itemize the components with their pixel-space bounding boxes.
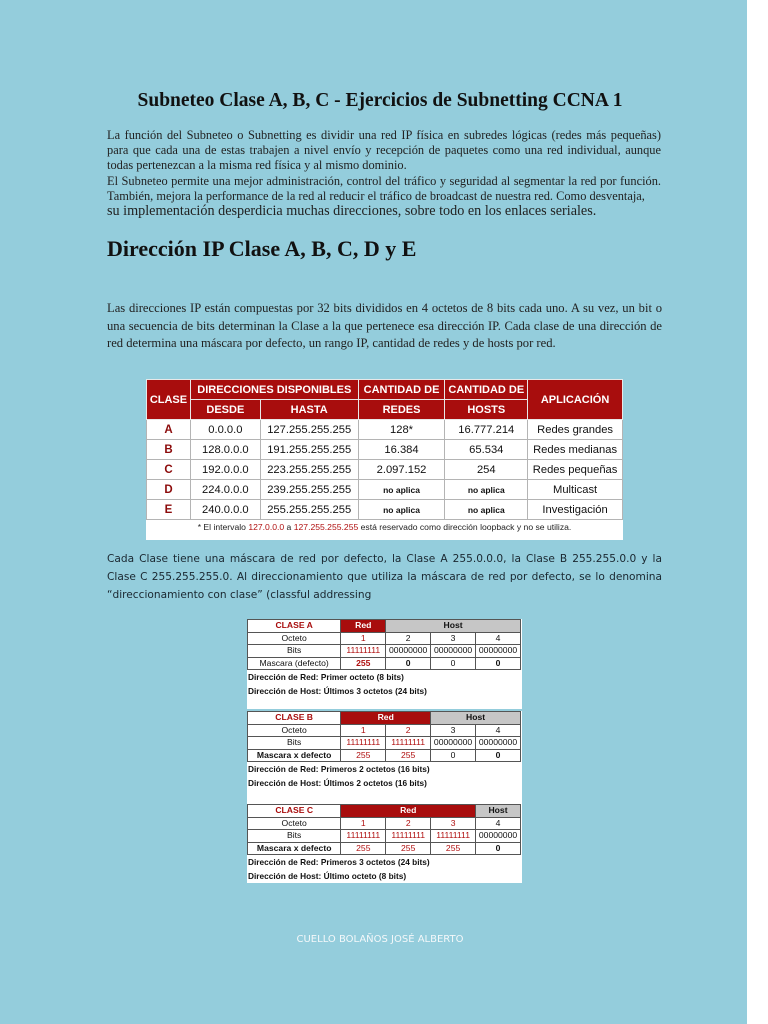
host-header: Host: [431, 712, 521, 725]
cell-redes: 16.384: [358, 440, 445, 460]
footnote-post: está reservado como dirección loopback y no se utiliza.: [358, 522, 572, 532]
table-row: [248, 737, 521, 750]
octeto-3: 3: [431, 724, 476, 737]
octeto-1: 1: [341, 817, 386, 830]
class-label: CLASE B: [248, 712, 341, 725]
header-direcciones: DIRECCIONES DISPONIBLES: [190, 380, 358, 400]
table-row: [147, 440, 623, 460]
mask-1: 255: [341, 657, 386, 670]
cell-desde: 128.0.0.0: [190, 440, 260, 460]
cell-clase: D: [147, 480, 191, 500]
red-header: Red: [341, 805, 476, 818]
table-row: [248, 724, 521, 737]
footnote-pre: * El intervalo: [197, 522, 249, 532]
intro-paragraph: [107, 128, 661, 219]
bits-3: 11111111: [431, 830, 476, 843]
mask-3: 0: [431, 749, 476, 762]
cell-aplicacion: Redes pequeñas: [528, 460, 623, 480]
mask-2: 0: [386, 657, 431, 670]
cell-aplicacion: Redes grandes: [528, 420, 623, 440]
bits-4: 00000000: [476, 737, 521, 750]
note-host-class-a: Dirección de Host: Últimos 3 octetos (24 bits): [248, 686, 427, 696]
red-header: Red: [341, 712, 431, 725]
octeto-label: Octeto: [248, 817, 341, 830]
cell-desde: 192.0.0.0: [190, 460, 260, 480]
mask-2: 255: [386, 842, 431, 855]
table-row: [248, 749, 521, 762]
cell-aplicacion: Multicast: [528, 480, 623, 500]
cell-aplicacion: Redes medianas: [528, 440, 623, 460]
bits-2: 00000000: [386, 645, 431, 658]
header-aplicacion: APLICACIÓN: [528, 380, 623, 420]
cell-desde: 0.0.0.0: [190, 420, 260, 440]
header-clase: CLASE: [147, 380, 191, 420]
bits-label: Bits: [248, 645, 341, 658]
cell-aplicacion: Investigación: [528, 500, 623, 520]
cell-redes: 2.097.152: [358, 460, 445, 480]
cell-hasta: 127.255.255.255: [260, 420, 358, 440]
header-hosts: HOSTS: [445, 400, 528, 420]
mask-4: 0: [476, 842, 521, 855]
octeto-4: 4: [476, 632, 521, 645]
octeto-4: 4: [476, 724, 521, 737]
table-row: [248, 805, 521, 818]
note-red-class-a: Dirección de Red: Primer octeto (8 bits): [248, 672, 404, 682]
mask-3: 255: [431, 842, 476, 855]
section-paragraph: Las direcciones IP están compuestas por 32 bits divididos en 4 octetos de 8 bits cada uno. A su vez, un bit o una secuencia de bits determinan la Clase a la que pertenece esa dirección IP. Cada clase de una dirección de red determina una máscara por defecto, un rango IP, cantidad de redes y de hosts por red.: [107, 301, 662, 350]
cell-clase: A: [147, 420, 191, 440]
cell-hosts: 254: [445, 460, 528, 480]
table-row: [248, 830, 521, 843]
ip-table-header-row-1: [147, 380, 623, 400]
footnote-mid: a: [284, 522, 294, 532]
mask-1: 255: [341, 842, 386, 855]
ip-table-footnote: [146, 520, 623, 532]
mask-table-class-a: [247, 619, 522, 709]
cell-hosts: no aplica: [445, 480, 528, 500]
cell-hasta: 191.255.255.255: [260, 440, 358, 460]
mascara-label: Mascara x defecto: [248, 842, 341, 855]
note-red-class-c: Dirección de Red: Primeros 3 octetos (24 bits): [248, 857, 430, 867]
cell-clase: B: [147, 440, 191, 460]
section-heading: Dirección IP Clase A, B, C, D y E: [107, 236, 417, 261]
intro-text-3: su implementación desperdicia muchas direcciones, sobre todo en los enlaces seriales.: [107, 203, 597, 220]
note-host-class-b: Dirección de Host: Últimos 2 octetos (16 bits): [248, 778, 427, 788]
octeto-3: 3: [431, 632, 476, 645]
footnote-range-start: 127.0.0.0: [248, 522, 285, 532]
header-desde: DESDE: [190, 400, 260, 420]
class-label: CLASE A: [248, 620, 341, 633]
note-red-class-b: Dirección de Red: Primeros 2 octetos (16 bits): [248, 764, 430, 774]
table-row: [147, 460, 623, 480]
red-header: Red: [341, 620, 386, 633]
footnote-range-end: 127.255.255.255: [293, 522, 359, 532]
table-row: [248, 620, 521, 633]
cell-redes: 128*: [358, 420, 445, 440]
table-row: [248, 657, 521, 670]
cell-clase: C: [147, 460, 191, 480]
classful-paragraph: Cada Clase tiene una máscara de red por defecto, la Clase A 255.0.0.0, la Clase B 255.255.0.0 y la Clase C 255.255.255.0. Al direccionamiento que utiliza la máscara de red por defecto, se lo denomina “direccionamiento con clase” (classful addressing: [107, 553, 662, 601]
header-hasta: HASTA: [260, 400, 358, 420]
host-header: Host: [476, 805, 521, 818]
table-row: [147, 420, 623, 440]
bits-3: 00000000: [431, 645, 476, 658]
mascara-label: Mascara (defecto): [248, 657, 341, 670]
mask-2: 255: [386, 749, 431, 762]
mask-3: 0: [431, 657, 476, 670]
bits-1: 11111111: [341, 737, 386, 750]
intro-text-1: La función del Subneteo o Subnetting es dividir una red IP física en subredes lógicas (redes más pequeñas) para que cada una de estas trabajen a nivel envío y recepción de paquetes como una red individual, aunque todas pertenezcan a la misma red física y al mismo dominio.: [107, 128, 661, 173]
bits-4: 00000000: [476, 830, 521, 843]
bits-4: 00000000: [476, 645, 521, 658]
table-row: [248, 817, 521, 830]
octeto-1: 1: [341, 724, 386, 737]
bits-1: 11111111: [341, 645, 386, 658]
mascara-label: Mascara x defecto: [248, 749, 341, 762]
octeto-2: 2: [386, 632, 431, 645]
intro-text-2: El Subneteo permite una mejor administración, control del tráfico y seguridad al segmentar la red por función. También, mejora la performance de la red al reducir el tráfico de broadcast de nuestra red. Como desventaja,: [107, 173, 661, 203]
cell-hosts: no aplica: [445, 500, 528, 520]
cell-hasta: 239.255.255.255: [260, 480, 358, 500]
octeto-2: 2: [386, 724, 431, 737]
class-label: CLASE C: [248, 805, 341, 818]
note-host-class-c: Dirección de Host: Último octeto (8 bits): [248, 871, 407, 881]
bits-2: 11111111: [386, 737, 431, 750]
cell-hosts: 16.777.214: [445, 420, 528, 440]
author-name: CUELLO BOLAÑOS JOSÉ ALBERTO: [296, 934, 464, 945]
mask-4: 0: [476, 657, 521, 670]
mask-1: 255: [341, 749, 386, 762]
table-row: [147, 480, 623, 500]
bits-label: Bits: [248, 737, 341, 750]
cell-hosts: 65.534: [445, 440, 528, 460]
bits-2: 11111111: [386, 830, 431, 843]
octeto-label: Octeto: [248, 632, 341, 645]
bits-3: 00000000: [431, 737, 476, 750]
cell-redes: no aplica: [358, 500, 445, 520]
cell-hasta: 255.255.255.255: [260, 500, 358, 520]
cell-redes: no aplica: [358, 480, 445, 500]
table-row: [248, 842, 521, 855]
header-cantidad-hosts: CANTIDAD DE: [445, 380, 528, 400]
cell-desde: 224.0.0.0: [190, 480, 260, 500]
host-header: Host: [386, 620, 521, 633]
table-row: [248, 712, 521, 725]
bits-1: 11111111: [341, 830, 386, 843]
mask-table-class-b: [247, 711, 522, 804]
octeto-label: Octeto: [248, 724, 341, 737]
table-row: [248, 632, 521, 645]
octeto-1: 1: [341, 632, 386, 645]
cell-hasta: 223.255.255.255: [260, 460, 358, 480]
octeto-4: 4: [476, 817, 521, 830]
bits-label: Bits: [248, 830, 341, 843]
cell-clase: E: [147, 500, 191, 520]
octeto-3: 3: [431, 817, 476, 830]
table-row: [147, 500, 623, 520]
table-row: [248, 645, 521, 658]
page-title: Subneteo Clase A, B, C - Ejercicios de Subnetting CCNA 1: [137, 90, 623, 111]
mask-4: 0: [476, 749, 521, 762]
ip-class-table: [146, 379, 623, 520]
ip-class-table-container: [146, 379, 623, 540]
header-cantidad-redes: CANTIDAD DE: [358, 380, 445, 400]
mask-table-class-c: [247, 804, 522, 883]
header-redes: REDES: [358, 400, 445, 420]
octeto-2: 2: [386, 817, 431, 830]
cell-desde: 240.0.0.0: [190, 500, 260, 520]
